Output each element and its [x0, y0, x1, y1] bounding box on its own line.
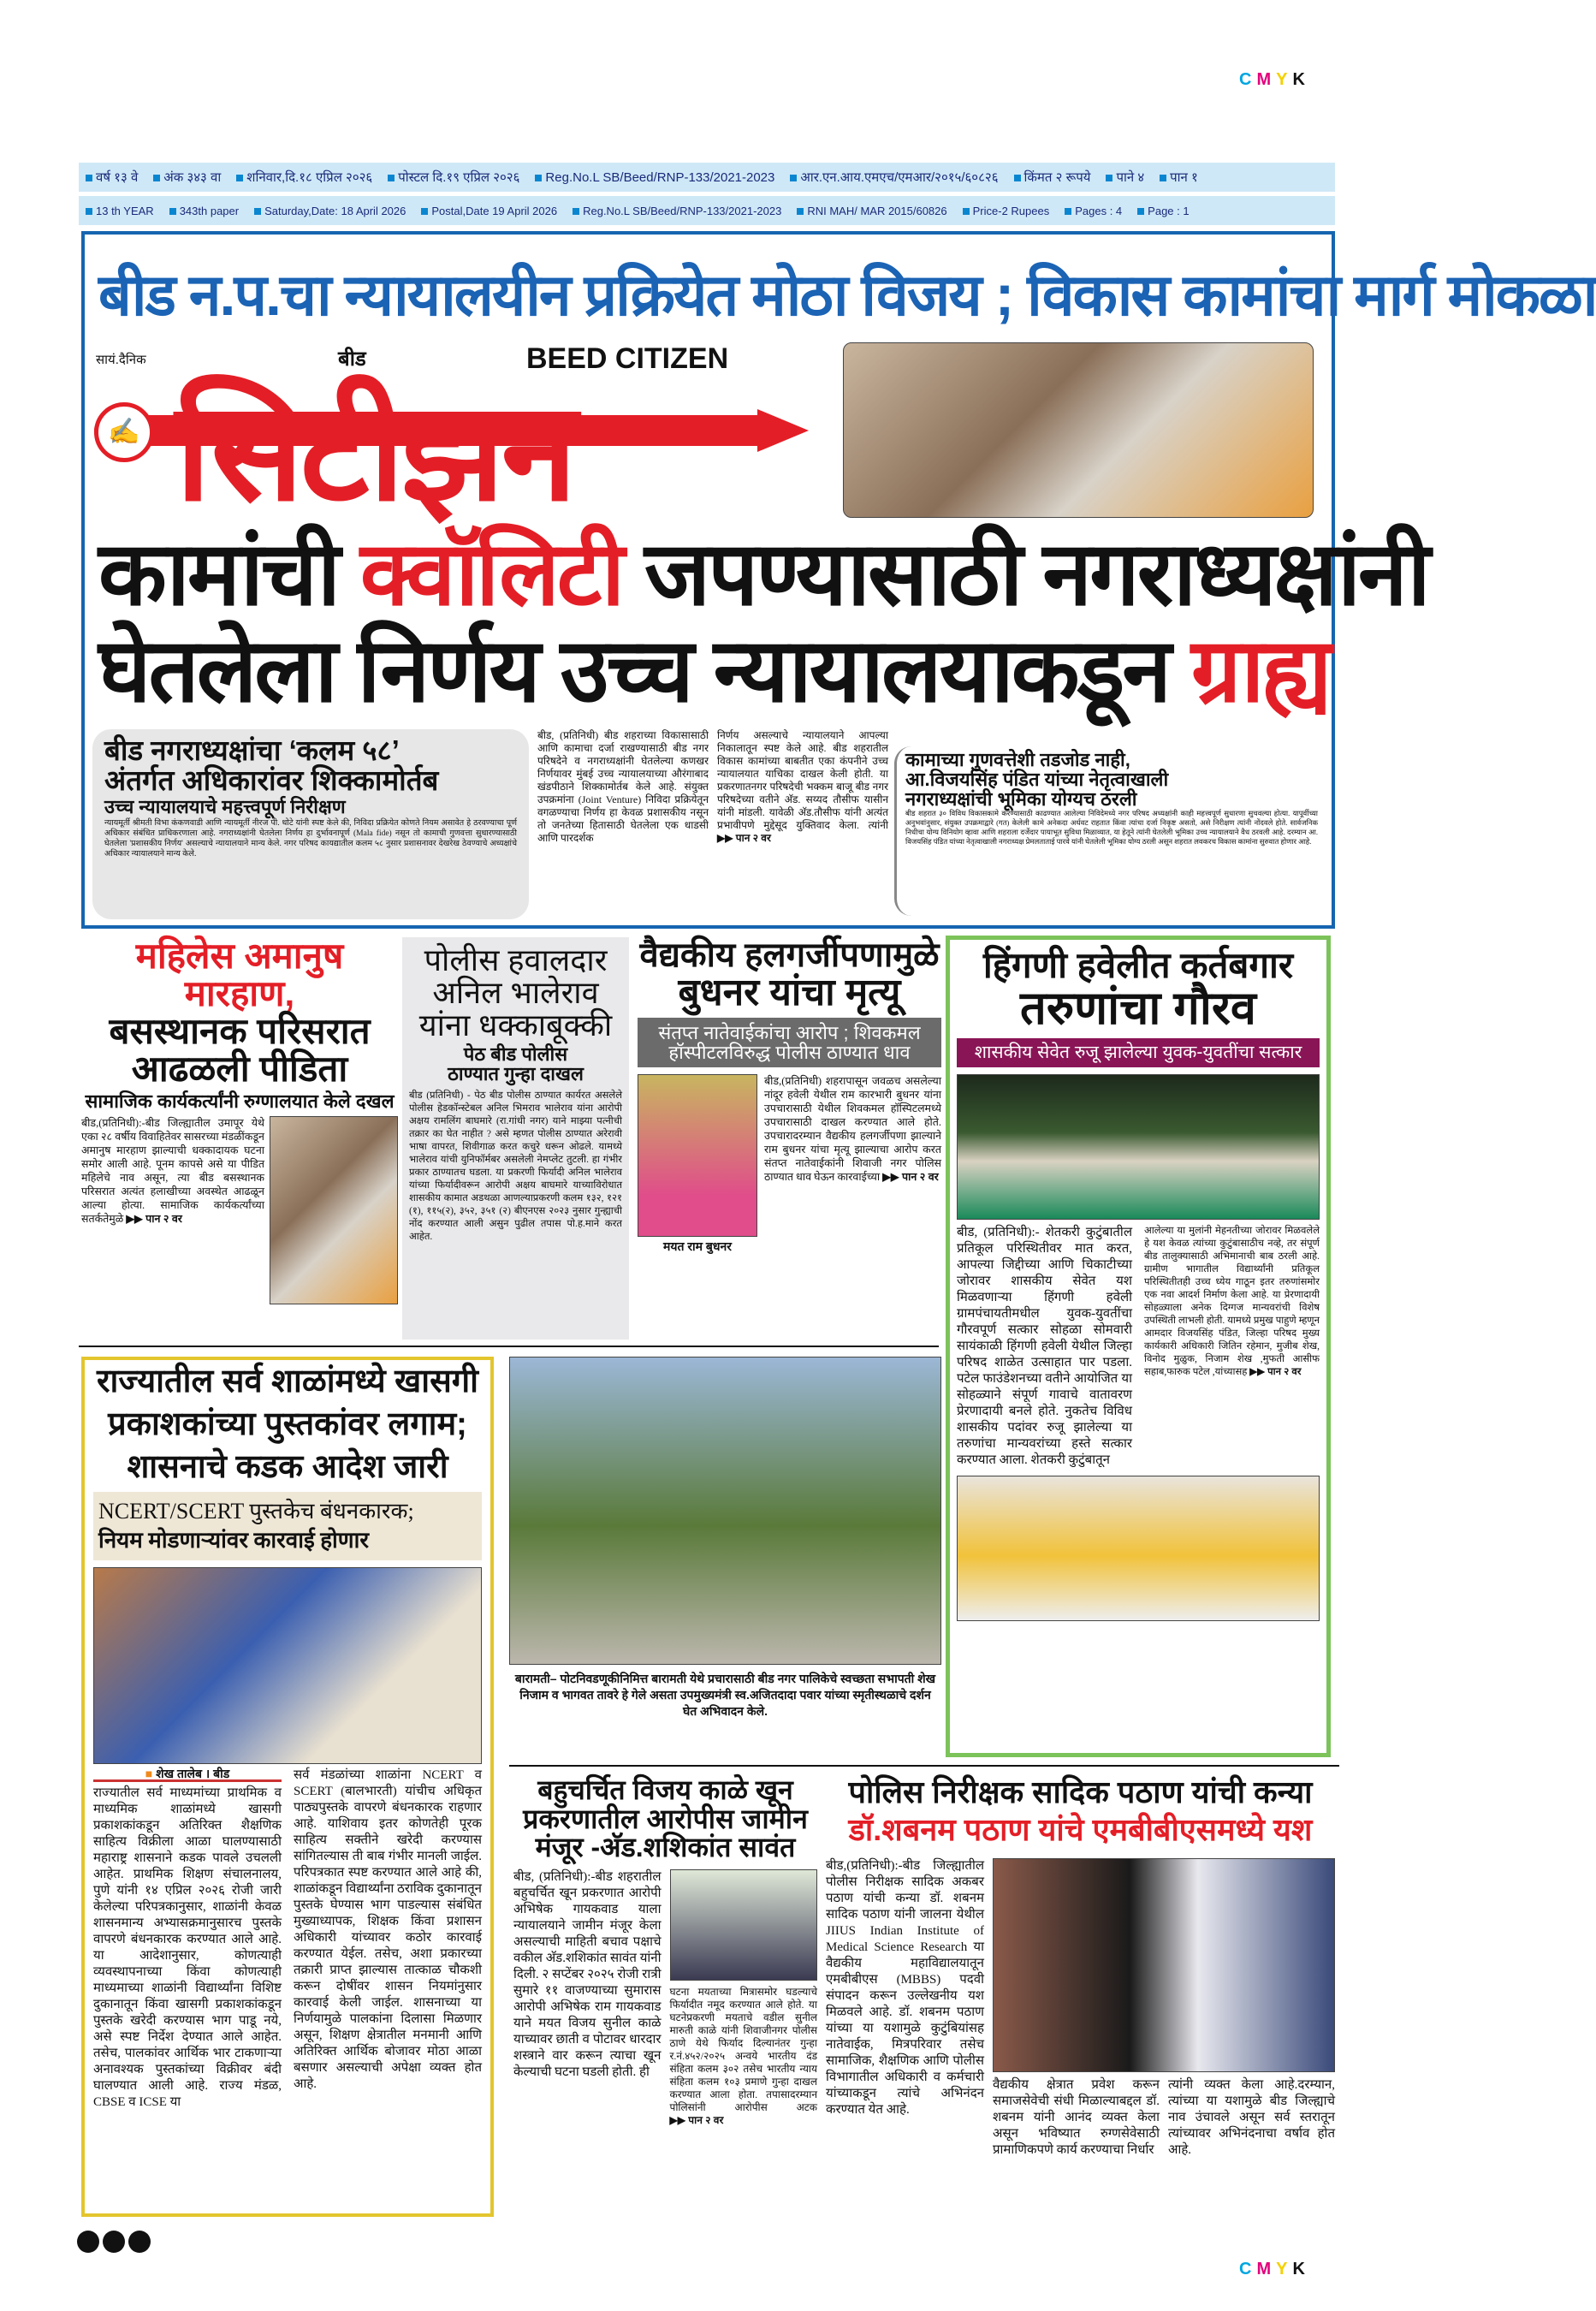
school-photo: [93, 1567, 482, 1764]
baramati-photo: [509, 1357, 941, 1665]
info-strip-english: 13 th YEAR 343th paper Saturday,Date: 18 April 2026 Postal,Date 19 April 2026 Reg.No.L SB/Beed/RNP-133/2021-2023 RNI MAH/ MAR 2015/60826 Price-2 Rupees Pages : 4 Page : 1: [79, 196, 1335, 225]
story-bail: [513, 1776, 817, 2127]
pen-nib-icon: [757, 409, 809, 452]
headline: शासनाचे कडक आदेश जारी: [127, 1448, 448, 1485]
headline: बहुचर्चित विजय काळे खून: [537, 1774, 793, 1805]
story-police: [402, 937, 629, 1340]
subheadline: संतप्त नातेवाईकांचा आरोप ; शिवकमल हॉस्पीटलविरुद्ध पोलीस ठाण्यात धाव: [638, 1018, 941, 1067]
continued-link[interactable]: ▶▶ पान २ वर: [882, 1171, 939, 1183]
story-body: सर्व मंडळांच्या शाळांना NCERT व SCERT (बालभारती) यांचीच अधिकृत पाठ्यपुस्तके वापरणे बंधनकारक राहणार आहे. याशिवाय इतर कोणतेही पूरक साहित्य सक्तीने खरेदी करण्यास सांगितल्यास ती बाब गंभीर मानली जाईल. परिपत्रकात स्पष्ट करण्यात आले आहे की, शाळांकडून विद्यार्थ्यांना ठराविक दुकानातून पुस्तके घेण्यास भाग पाडल्यास संबंधित मुख्याध्यापक, शिक्षक किंवा प्रशासन अधिकारी यांच्यावर कठोर कारवाई करण्यात येईल. तसेच, अशा प्रकारच्या तक्रारी प्राप्त झाल्यास तात्काळ चौकशी करून दोषींवर शासन नियमांनुसार कारवाई केली जाईल. शासनाच्या या निर्णयामुळे पालकांना दिलासा मिळणार असून, शिक्षण क्षेत्रातील मनमानी आणि अतिरिक्त आर्थिक बोजावर मोठा आळा बसणार असल्याची अपेक्षा व्यक्त होत आहे.: [294, 1767, 482, 2091]
story-body: राज्यातील सर्व माध्यमांच्या प्राथमिक व माध्यमिक शाळांमध्ये खासगी प्रकाशकांकडून अतिरिक्त शैक्षणिक साहित्य विक्रीला आळा घालण्यासाठी महाराष्ट्र शासनाने कडक पावले उचलली आहेत. प्राथमिक शिक्षण संचालनालय, पुणे यांनी १४ एप्रिल २०२६ रोजी जारी केलेल्या परिपत्रकानुसार, शाळांनी केवळ शासनमान्य अभ्यासक्रमानुसारच पुस्तके वापरणे बंधनकारक करण्यात आले आहे. या आदेशानुसार, कोणत्याही व्यवस्थापनाच्या किंवा कोणत्याही माध्यमाच्या शाळांनी विद्यार्थ्यांना विशिष्ट दुकानातून किंवा खासगी प्रकाशकांकडून पुस्तके खरेदी करण्यास भाग पाडू नये, असे स्पष्ट निर्देश देण्यात आले आहेत. तसेच, पालकांवर आर्थिक भार टाकणाऱ्या अनावश्यक पुस्तकांच्या विक्रीवर बंदी घालण्यात आली आहे. राज्य मंडळ, CBSE व ICSE या: [93, 1786, 282, 2110]
lead-photo: [843, 342, 1314, 518]
sidebar-title: कामाच्या गुणवत्तेशी तडजोड नाही,: [905, 749, 1130, 770]
lead-box-title: अंतर्गत अधिकारांवर शिक्कामोर्तब: [104, 763, 439, 796]
lead-column-2: [717, 729, 888, 845]
headline: पोलीस हवालदार: [424, 942, 608, 977]
registration-dot: [103, 2231, 125, 2253]
story-school: [81, 1357, 494, 2217]
graduation-photo: [993, 1858, 1335, 2072]
subheadline: ठाण्यात गुन्हा दाखल: [448, 1063, 584, 1085]
masthead-logo: सिटीझन: [175, 375, 574, 528]
story-body: बीड, (प्रतिनिधी):-बीड शहरातील बहुचर्चित खून प्रकरणात आरोपी अभिषेक गायकवाड याला न्यायालयाने जामीन मंजूर केला असल्याची माहिती बचाव पक्षाचे वकील अ‍ॅड.शशिकांत सावंत यांनी दिली. २ सप्टेंबर २०२५ रोजी रात्री सुमारे ११ वाजण्याच्या सुमारास आरोपी अभिषेक राम गायकवाड याने मयत विजय सुनील काळे याच्यावर छाती व पोटावर धारदार शस्त्राने वार करून त्याचा खून केल्याची घटना घडली होती. ही: [513, 1869, 662, 2079]
lead-sidebar: [894, 746, 1326, 916]
byline: शेख तालेब । बीड: [156, 1766, 230, 1780]
lead-column-1: बीड, (प्रतिनिधी) बीड शहराच्या विकासासाठी आणि कामाचा दर्जा राखण्यासाठी बीड नगर परिषदेने व नगराध्यक्षांनी घेतलेल्या कणखर निर्णयावर मुंबई उच्च न्यायालयाच्या औरंगाबाद खंडपीठाने शिक्कामोर्तब केले आहे. संयुक्त उपक्रमांना (Joint Venture) निविदा प्रक्रियेतून वगळण्याचा निर्णय हा केवळ प्रशासकीय नसून तो जनतेच्या हितासाठी घेतलेला एक धाडसी आणि पारदर्शक: [537, 729, 709, 844]
sidebar-body: बीड शहरात ३० विविध विकासकामे करण्यासाठी काढण्यात आलेल्या निविदेमध्ये नगर परिषद अध्यक्षांनी काही महत्त्वपूर्ण सुधारणा सुचवल्या होत्या. यापूर्वीच्या अनुभवांनुसार, संयुक्त उपक्रमाद्वारे (गत) केलेली कामे अनेकदा अर्धवट राहतात किंवा त्यांचा दर्जा निकृष्ट असतो, असे निरीक्षण त्यांनी नोंदवले होते. सार्वजनिक निधीचा योग्य विनियोग व्हावा आणि शहराला दर्जेदार पायाभूत सुविधा मिळाव्यात, या हेतूने त्यांनी घेतलेली भूमिका उच्च न्यायालयाने वैध ठरवली आहे. दरम्यान आ. विजयसिंह पंडित यांच्या नेतृत्वाखाली नगराध्यक्ष प्रेमलताताई पारवे यांनी घेतलेली भूमिका योग्य ठरली असून शहरात लवकरच विकास कामांना सुरुवात होणार आहे.: [905, 809, 1318, 847]
byline-icon: ■: [145, 1766, 157, 1780]
portrait-photo: [638, 1074, 757, 1237]
event-photo: [957, 1476, 1320, 1621]
continued-link[interactable]: ▶▶ पान २ वर: [126, 1213, 182, 1225]
cmyk-mark-bottom: CMYK: [1239, 2260, 1310, 2278]
headline: अनिल भालेराव: [432, 974, 599, 1010]
headline: महिलेस अमानुष मारहाण,: [135, 936, 344, 1014]
photo-caption: बारामती– पोटनिवडणूकीनिमित्त बारामती येथे प्रचारासाठी बीड नगर पालिकेचे स्वच्छता सभापती शेख निजाम व भागवत तावरे हे गेले असता उपमुख्यमंत्री स्व.अजितदादा पवार यांच्या स्मृतीस्थळाचे दर्शन घेत अभिवादन केले.: [514, 1672, 936, 1718]
pen-logo-icon: ✍: [94, 402, 154, 462]
headline: मंजूर -अ‍ॅड.शशिकांत सावंत: [535, 1832, 796, 1863]
masthead-english: BEED CITIZEN: [526, 342, 729, 375]
registration-dot: [128, 2231, 151, 2253]
sidebar-title: आ.विजयसिंह पंडित यांच्या नेतृत्वाखाली: [905, 769, 1169, 791]
divider: [509, 1765, 1339, 1767]
headline: तरुणांचा गौरव: [1020, 983, 1256, 1035]
lead-box-title: बीड नगराध्यक्षांचा ‘कलम ५८’: [104, 734, 400, 766]
lead-box-subtitle: उच्च न्यायालयाचे महत्त्वपूर्ण निरीक्षण: [104, 796, 346, 818]
continued-link[interactable]: ▶▶ पान २ वर: [670, 2114, 724, 2126]
story-body: बीड, (प्रतिनिधी):- शेतकरी कुटुंबातील प्रतिकूल परिस्थितीवर मात करत, आपल्या जिद्दीच्या आणि चिकाटीच्या जोरावर शासकीय सेवेत यश मिळवणाऱ्या हिंगणी हवेली ग्रामपंचायतीमधील युवक-युवतींचा गौरवपूर्ण सत्कार सोहळा सोमवारी सायंकाळी हिंगणी हवेली येथील जिल्हा परिषद शाळेत उत्साहात पार पडला. पटेल फाउंडेशनच्या वतीने आयोजित या सोहळ्याने संपूर्ण गावाचे वातावरण प्रेरणादायी बनले होते. नुकतेच विविध शासकीय पदांवर रुजू झालेल्या या तरुणांचा मान्यवरांच्या हस्ते सत्कार करण्यात आला. शेतकरी कुटुंबातून: [957, 1225, 1132, 1467]
headline: वैद्यकीय हलगर्जीपणामुळे: [639, 936, 940, 974]
story-medical: [638, 937, 941, 1253]
headline: प्रकरणातील आरोपीस जामीन: [523, 1803, 808, 1834]
continued-link[interactable]: ▶▶ पान २ वर: [1249, 1367, 1301, 1377]
story-body: आलेल्या या मुलांनी मेहनतीच्या जोरावर मिळवलेले हे यश केवळ त्यांच्या कुटुंबासाठीच नव्हे, तर संपूर्ण बीड तालुक्यासाठी अभिमानाची बाब ठरली आहे. ग्रामीण भागातील विद्यार्थ्यांनी प्रतिकूल परिस्थितीतही उच्च ध्येय गाठून इतर तरुणांसमोर एक नवा आदर्श निर्माण केला आहे. या प्रेरणादायी सोहळ्याला अनेक दिग्गज मान्यवरांची विशेष उपस्थिती लाभली होती. यामध्ये प्रमुख पाहुणे म्हणून आमदार विजयसिंह पंडित, जिल्हा परिषद मुख्य कार्यकारी अधिकारी जितिन रहेमान, मुजीब शेख, विनोद मुळुक, निजाम शेख ,मुफती आसीफ सहाब,फारुक पटेल ,यांच्यासह: [1144, 1225, 1320, 1377]
story-woman: [81, 937, 398, 1304]
subheadline: शासकीय सेवेत रुजू झालेल्या युवक-युवतींचा सत्कार: [957, 1038, 1320, 1067]
advocate-photo: [670, 1869, 818, 1981]
sidebar-title: नगराध्यक्षांची भूमिका योग्यच ठरली: [905, 788, 1137, 811]
registration-dot: [77, 2231, 99, 2253]
masthead-city: बीड: [338, 348, 366, 371]
story-body: वैद्यकीय क्षेत्रात प्रवेश करून समाजसेवेची संधी मिळाल्याबद्दल डॉ. शबनम यांनी आनंद व्यक्त केला असून भविष्यात रुग्णसेवेसाठी प्रामाणिकपणे कार्य करण्याचा निर्धार: [993, 2077, 1160, 2157]
continued-link[interactable]: ▶▶ पान २ वर: [717, 832, 771, 844]
headline: प्रकाशकांच्या पुस्तकांवर लगाम;: [108, 1405, 467, 1442]
subheadline: पेठ बीड पोलीस: [463, 1043, 568, 1066]
kicker-headline: बीड न.प.चा न्यायालयीन प्रक्रियेत मोठा विजय ; विकास कामांचा मार्ग मोकळा: [98, 263, 1596, 328]
lead-box-body: न्यायमूर्ती श्रीमती विभा कंकणवाडी आणि न्यायमूर्ती नीरज पी. धोटे यांनी स्पष्ट केले की, निविदा प्रक्रियेत कोणते नियम असावेत हे ठरवण्याचा पूर्ण अधिकार संबंधित प्राधिकरणाला आहे. नगराध्यक्षांनी घेतलेला निर्णय हा दुर्भावनापूर्ण (Mala fide) नसून तो कामाची गुणवत्ता सुधारण्यासाठी घेतलेला 'प्रशासकीय निर्णय' असल्याचे न्यायालयाने मान्य केले. नगर परिषद कायद्यातील कलम ५८ नुसार प्रशासनावर देखरेख ठेवण्याचे अध्यक्षांचे अधिकार न्यायालयाने मान्य केले.: [104, 819, 517, 859]
felicitation-photo: [957, 1074, 1320, 1220]
headline: बुधनर यांचा मृत्यू: [678, 971, 901, 1013]
story-hingani: [946, 936, 1331, 1757]
story-photo: [270, 1116, 398, 1304]
divider: [79, 1346, 939, 1347]
masthead-tag: सायं.दैनिक: [96, 353, 146, 367]
lead-box: [92, 729, 529, 919]
subheadline: सामाजिक कार्यकर्त्यांनी रुग्णालयात केले दखल: [85, 1090, 395, 1113]
headline: डॉ.शबनम पठाण यांचे एमबीबीएसमध्ये यश: [848, 1811, 1313, 1847]
story-body: बीड (प्रतिनिधी) - पेठ बीड पोलीस ठाण्यात कार्यरत असलेले पोलीस हेडकॉन्स्टेबल अनिल भिमराव भालेराव यांना आरोपी अक्षय रामलिंग बाघमारे (रा.गांधी नगर) याने माझ्या पत्नीची तक्रार का घेत नाहीत ? असे म्हणत पोलीस ठाण्यात अरेरावी भाषा वापरत, शिवीगाळ करत कचुरे धरून ओढले. यामध्ये भालेराव यांची युनिफॉर्मबर असलेली नेमप्लेट तुटली. हा गंभीर प्रकार ठाण्यातच घडला. या प्रकरणी फिर्यादी अनिल भालेराव यांच्या फिर्यादीवरून आरोपी अक्षय बाघमारे याच्याविरोधात शासकीय कामात अडथळा आणल्याप्रकरणी कलम १३२, १२१ (१), ११५(२), ३५२, ३५१ (२) बीएनएस २०२३ नुसार गुन्ह्याची नोंद करण्यात आली असुन पुढील तपास पो.ह.माने करत आहेत.: [409, 1090, 622, 1242]
lead-headline-1: कामांची क्वॉलिटी जपण्यासाठी नगराध्यक्षांनी: [98, 525, 1428, 624]
cmyk-mark-top: CMYK: [1239, 70, 1310, 89]
story-body: बीड,(प्रतिनिधी):-बीड जिल्ह्यातील उमापूर येथे एका २८ वर्षीय विवाहितेवर सासरच्या मंडळींकडून अमानुष मारहाण झाल्याची धक्कादायक घटना समोर आली आहे. पूनम कापसे असे या पीडित महिलेचे नाव असून, त्या बीड बसस्थानक परिसरात अत्यंत हलाखीच्या अवस्थेत आढळून आल्या होत्या. सामाजिक कार्यकर्त्यांच्या सतर्कतेमुळे: [81, 1117, 264, 1226]
headline: बसस्थानक परिसरात: [109, 1011, 371, 1052]
headline: हिंगणी हवेलीत कर्तबगार: [982, 945, 1294, 985]
headline: आढळली पीडिता: [131, 1049, 348, 1090]
lead-headline-2: घेतलेला निर्णय उच्च न्यायालयाकडून ग्राह्य: [98, 621, 1330, 721]
story-body: बीड,(प्रतिनिधी) शहरापासून जवळच असलेल्या नांदूर हवेली येथील राम कारभारी बुधनर यांना उपचारासाठी येथील शिवकमल हॉस्पिटलमध्ये उपचारासाठी दाखल करण्यात आले होते. उपचारादरम्यान वैद्यकीय हलगर्जीपणा झाल्याने राम बुधनर यांचा मृत्यू झाल्याचा आरोप करत संतप्त नातेवाईकांनी शिवाजी नगर पोलिस ठाण्यात धाव घेऊन कारवाईच्या: [764, 1075, 941, 1184]
subheadline: NCERT/SCERT पुस्तकेच बंधनकारक;: [98, 1498, 414, 1524]
headline: राज्यातील सर्व शाळांमध्ये खासगी: [96, 1363, 479, 1399]
lead-column-2-text: निर्णय असल्याचे न्यायालयाने आपल्या निकालातून स्पष्ट केले आहे. बीड शहरातील विकास कामांच्या बाबतीत एका कंपनीने उच्च न्यायालयात याचिका दाखल केली होती. या प्रकरणातनगर परिषदेची भक्कम बाजू बीड नगर परिषदेच्या वतीने अ‍ॅड. सय्यद तौसीफ यासीन यांनी मांडली. यावेळी अ‍ॅड.तौसीफ यांनी अत्यंत प्रभावीपणे मुद्देसूद युक्तिवाद केला. त्यांनी: [717, 729, 888, 831]
headline: पोलिस निरीक्षक सादिक पठाण यांची कन्या: [848, 1774, 1313, 1809]
subheadline: नियम मोडणाऱ्यांवर कारवाई होणार: [98, 1527, 369, 1553]
story-body: त्यांनी व्यक्त केला आहे.दरम्यान, त्यांच्या या यशामुळे बीड जिल्ह्याचे नाव उंचावले असून सर्व स्तरातून त्यांच्यावर अभिनंदनाचा वर्षाव होत आहे.: [1168, 2077, 1335, 2157]
story-body: घटना मयताच्या मित्रासमोर घडल्याचे फिर्यादीत नमूद करण्यात आले होते. या घटनेप्रकरणी मयताचे वडील सुनील मारुती काळे यांनी शिवाजीनगर पोलीस ठाणे येथे फिर्याद दिल्यानंतर गुन्हा र.नं.४५२/२०२५ अन्वये भारतीय दंड संहिता कलम ३०२ तसेच भारतीय न्याय संहिता कलम १०३ प्रमाणे गुन्हा दाखल करण्यात आला होता. तपासादरम्यान पोलिसांनी आरोपीस अटक: [669, 1985, 817, 2113]
story-mbbs: [826, 1776, 1335, 2159]
photo-caption: मयत राम बुधनर: [662, 1239, 733, 1254]
info-strip-marathi: वर्ष १३ वे अंक ३४३ वा शनिवार,दि.१८ एप्रिल २०२६ पोस्टल दि.१९ एप्रिल २०२६ Reg.No.L SB/Beed/RNP-133/2021-2023 आर.एन.आय.एमएच/एमआर/२०१५/६०८२६ किंमत २ रूपये पाने ४ पान १: [79, 163, 1335, 192]
story-body: बीड,(प्रतिनिधी):-बीड जिल्ह्यातील पोलीस निरीक्षक सादिक अकबर पठाण यांची कन्या डॉ. शबनम सादिक पठाण यांनी जालना येथील JIIUS Indian Institute of Medical Science Research या वैद्यकीय महाविद्यालयातून एमबीबीएस (MBBS) पदवी संपादन करून उल्लेखनीय यश मिळवले आहे. डॉ. शबनम पठाण यांच्या या यशामुळे कुटुंबियांसह नातेवाईक, मित्रपरिवार तसेच सामाजिक, शैक्षणिक आणि पोलीस विभागातील अधिकारी व कर्मचारी यांच्याकडून त्यांचे अभिनंदन करण्यात येत आहे.: [826, 1858, 984, 2117]
headline: यांना धक्काबूक्की: [418, 1007, 613, 1043]
